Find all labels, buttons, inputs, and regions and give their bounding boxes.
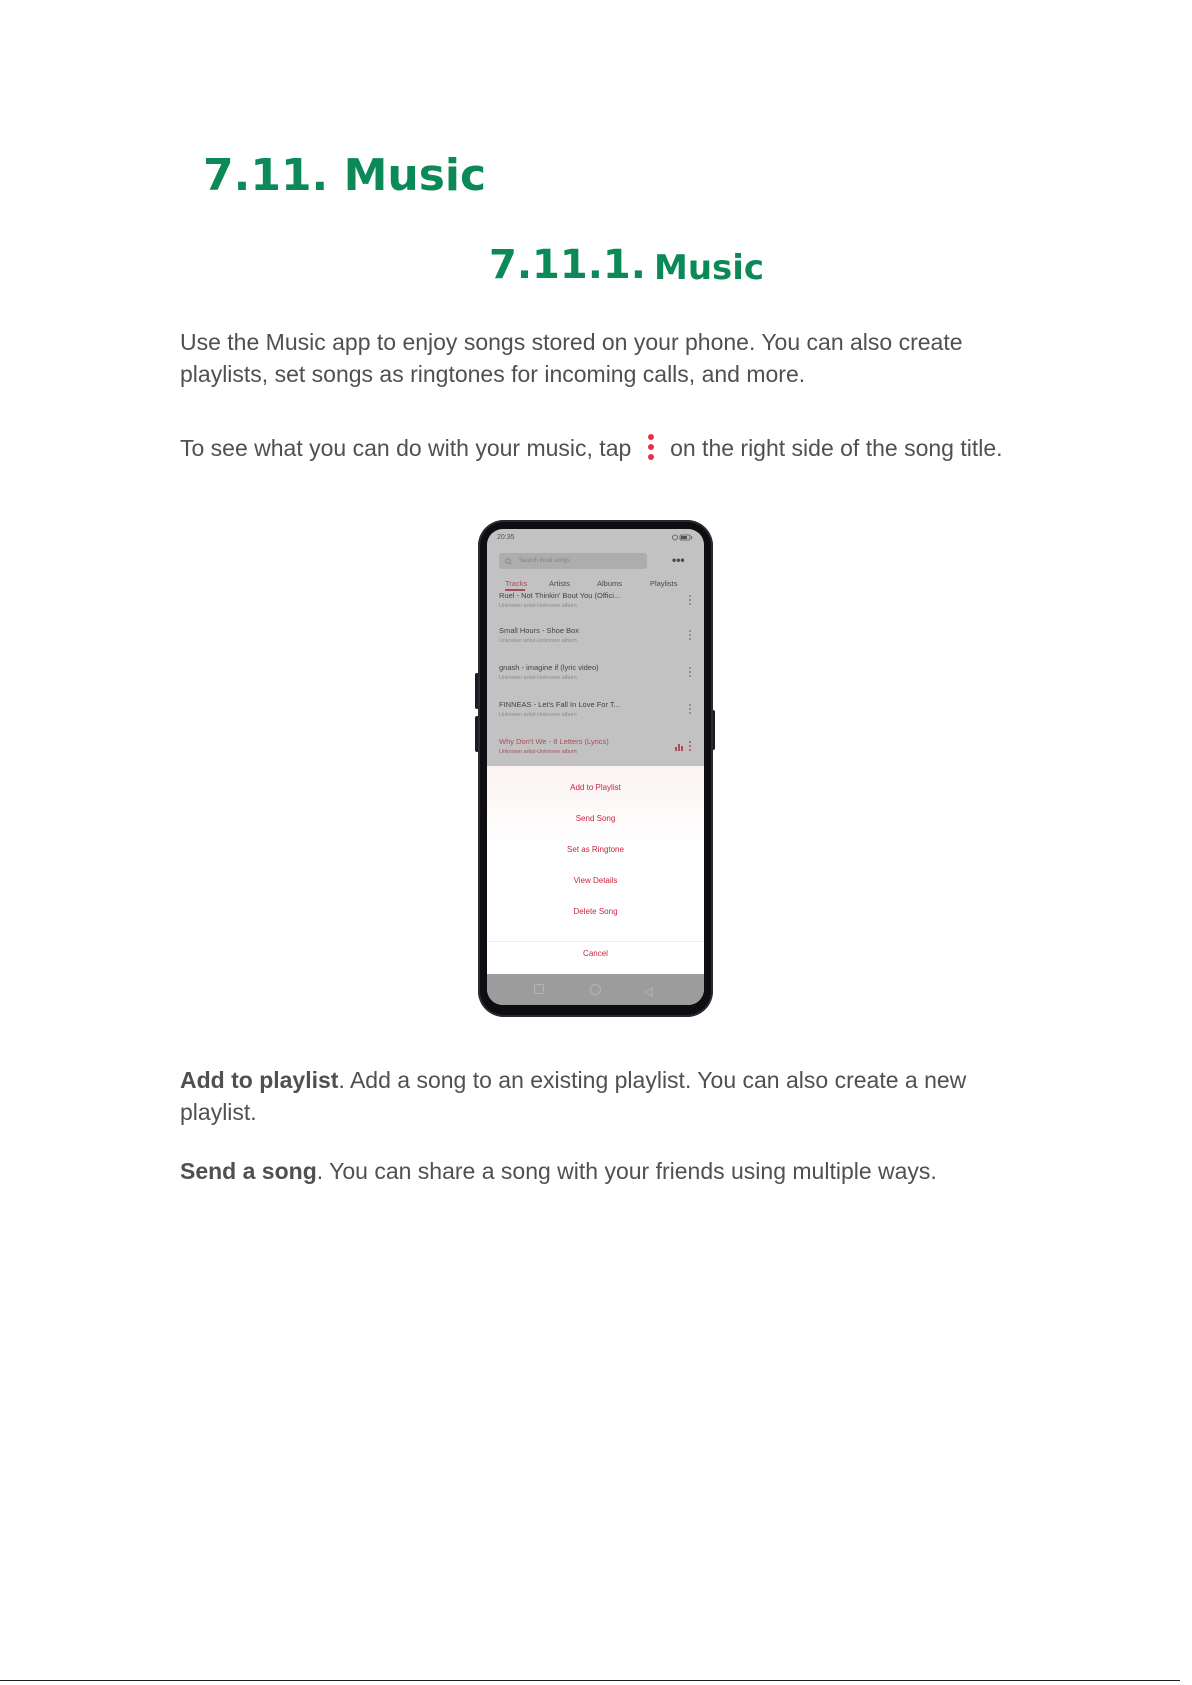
send-song-text: . You can share a song with your friends using multiple ways. <box>316 1158 937 1184</box>
song-subtitle: Unknown artist-Unknown album <box>499 712 577 718</box>
tap-instruction <box>180 432 1080 464</box>
status-time: 20:35 <box>497 534 515 541</box>
tab-tracks[interactable]: Tracks <box>505 579 528 588</box>
song-title: FINNEAS - Let's Fall In Love For T... <box>499 700 620 709</box>
song-subtitle: Unknown artist-Unknown album <box>499 675 577 681</box>
subsection-title: Music <box>654 248 765 288</box>
send-song-option[interactable]: Send Song <box>575 814 616 823</box>
song-subtitle: Unknown artist-Unknown album <box>499 603 577 609</box>
tab-playlists[interactable]: Playlists <box>650 579 678 588</box>
search-placeholder: Search local songs <box>519 558 570 564</box>
more-options-icon[interactable]: ••• <box>672 553 685 567</box>
song-subtitle: Unknown artist-Unknown album <box>499 749 577 755</box>
send-song-description <box>180 1155 1020 1187</box>
song-title: gnash - imagine if (lyric video) <box>499 663 599 672</box>
delete-song-option[interactable]: Delete Song <box>573 907 618 916</box>
add-to-playlist-term: Add to playlist <box>180 1067 339 1093</box>
song-title: Ruel - Not Thinkin' Bout You (Offici... <box>499 591 621 600</box>
tap-instruction-before: To see what you can do with your music, tap <box>180 435 632 461</box>
tab-artists[interactable]: Artists <box>549 579 570 588</box>
back-icon[interactable] <box>644 984 654 994</box>
recent-apps-icon[interactable] <box>534 984 544 994</box>
navigation-bar <box>487 974 704 1005</box>
phone-screen <box>487 529 704 1005</box>
vertical-ellipsis-icon <box>646 434 656 462</box>
action-sheet <box>487 766 704 974</box>
song-subtitle: Unknown artist-Unknown album <box>499 638 577 644</box>
song-title: Small Hours - Shoe Box <box>499 626 580 635</box>
set-as-ringtone-option[interactable]: Set as Ringtone <box>567 845 624 854</box>
song-title: Why Don't We - 8 Letters (Lyrics) <box>499 737 609 746</box>
footer-rule <box>0 1680 1180 1681</box>
view-details-option[interactable]: View Details <box>573 876 618 885</box>
home-icon[interactable] <box>590 984 601 995</box>
add-to-playlist-option[interactable]: Add to Playlist <box>570 783 621 792</box>
send-song-term: Send a song <box>180 1158 317 1184</box>
cancel-button[interactable]: Cancel <box>583 949 608 958</box>
add-to-playlist-text: . Add a song to an existing playlist. You can also create a new playlist. <box>180 1067 967 1125</box>
dim-overlay <box>487 529 704 766</box>
tap-instruction-after: on the right side of the song title. <box>670 435 1003 461</box>
subsection-number: 7.11.1. <box>489 242 646 288</box>
tab-albums[interactable]: Albums <box>597 579 623 588</box>
intro-paragraph: Use the Music app to enjoy songs stored on your phone. You can also create playlists, set songs as ringtones for incoming calls, and more. <box>180 329 963 387</box>
add-to-playlist-description <box>180 1064 1020 1128</box>
section-title: 7.11. Music <box>203 150 487 201</box>
divider <box>487 941 704 942</box>
